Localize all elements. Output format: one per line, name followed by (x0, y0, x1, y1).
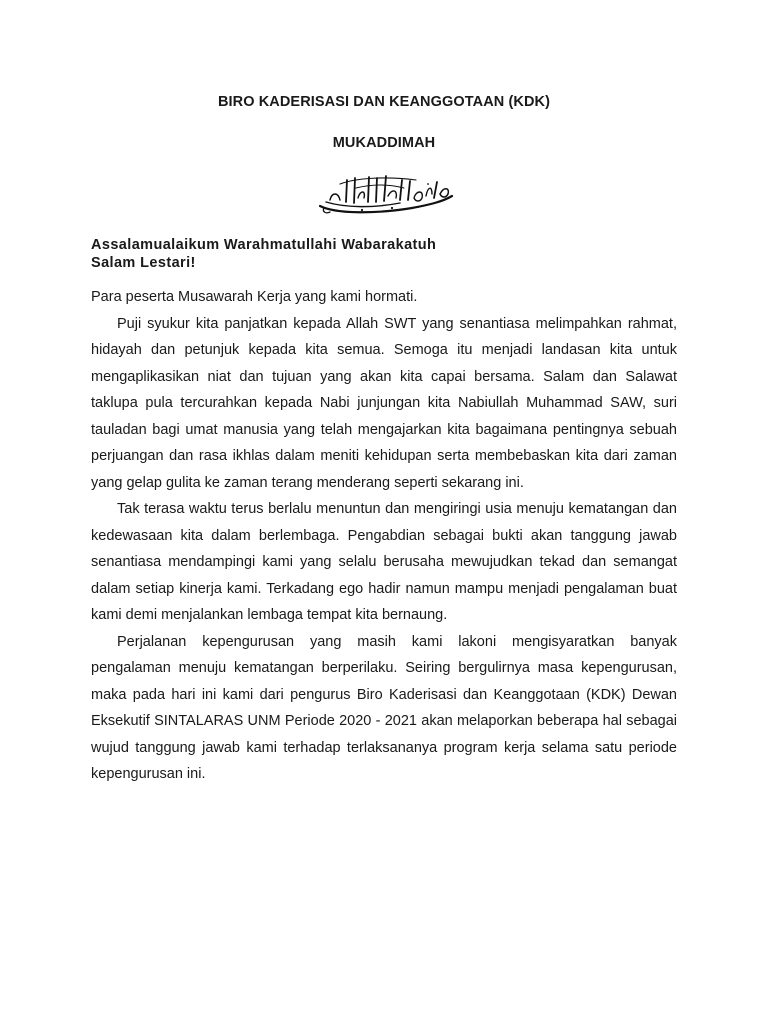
paragraph-reflection: Tak terasa waktu terus berlalu menuntun dan mengiringi usia menuju kematangan dan kedewasaan kita dalam berlembaga. Pengabdian sebagai bukti akan tanggung jawab senantiasa mendampingi kami yang selalu berusaha mewujudkan tekad dan semangat dalam setiap kinerja kami. Terkadang ego hadir namun mampu menjadi pengalaman buat kami demi menjalankan lembaga tempat kita bernaung. (91, 501, 677, 623)
greeting-lestari: Salam Lestari! (91, 255, 196, 271)
paragraph-opening: Para peserta Musawarah Kerja yang kami hormati. (91, 289, 418, 305)
document-subtitle: MUKADDIMAH (332, 135, 436, 151)
body-text (91, 284, 677, 788)
greeting (91, 236, 691, 272)
paragraph-gratitude: Puji syukur kita panjatkan kepada Allah SWT yang senantiasa melimpahkan rahmat, hidayah dan petunjuk kepada kita semua. Semoga itu menjadi landasan kita untuk mengaplikasikan niat dan tujuan yang akan kita capai bersama. Salam dan Salawat taklupa pula tercurahkan kepada Nabi junjungan kita Nabiullah Muhammad SAW, suri tauladan bagi umat manusia yang telah mengajarkan kita bagaimana pentingnya sebuah perjuangan dan rasa ikhlas dalam meniti kehidupan serta membebaskan kita dari zaman yang gelap gulita ke zaman terang menderang seperti sekarang ini. (91, 315, 677, 491)
paragraph-report-intro: Perjalanan kepengurusan yang masih kami lakoni mengisyaratkan banyak pengalaman menuju kematangan berperilaku. Seiring bergulirnya masa kepengurusan, maka pada hari ini kami dari pengurus Biro Kaderisasi dan Keanggotaan (KDK) Dewan Eksekutif SINTALARAS UNM Periode 2020 - 2021 akan melaporkan beberapa hal sebagai wujud tanggung jawab kami terhadap terlaksananya program kerja selama satu periode kepengurusan ini. (91, 633, 677, 782)
basmalah-calligraphy (316, 172, 456, 216)
greeting-salam: Assalamualaikum Warahmatullahi Wabarakatuh (91, 237, 437, 253)
document-title: BIRO KADERISASI DAN KEANGGOTAAN (KDK) (217, 94, 551, 110)
